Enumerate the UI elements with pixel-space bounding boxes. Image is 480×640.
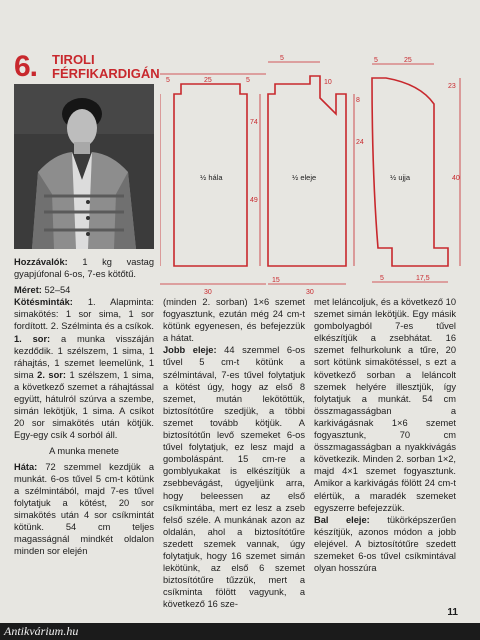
front-text: 44 szemmel 6-os tűvel 5 cm-t kötünk a szélmintával, 7-es tűvel folytatjuk a kötést úgy, hogy az első 8 szemet, mután lekötöttük, biztosítótűre szedjük, a többi szemet tovább kötjük. A biztosítótűn levő szemeket 6-os tűvel folytatjuk, ez lesz majd a gomboláspánt. 15 cm-re a gomblyukakat is elkészítjük a zsebbevágást, úgyeljünk arra, hogy beleessen az első csíkmintába, mert ez lesz a zseb felső széle. A munkának azon az oldalán, ahol a biztosítótűre szedett szemek vannak, úgy folytatjuk, hogy 16 szemet simán lekötünk, az első 6 szemet biztosítótűre tűzzük, mert a csíkminta fölött vagyunk, a következő 16 sze- xyxy=(163,345,305,610)
model-photo xyxy=(14,84,154,249)
stitch-label: Kötésminták: xyxy=(14,297,73,308)
back-paragraph xyxy=(14,461,154,558)
row1-text: a munka visszáján kezdődik. 1 szélszem, 1 sima, 1 ráhajtás, 1 szemet leemelünk, 1 sima xyxy=(14,333,155,380)
front-piece-outline xyxy=(268,76,346,266)
pattern-title xyxy=(52,53,160,81)
stitch-paragraph xyxy=(14,296,154,441)
watermark-bar xyxy=(0,623,480,640)
title-line-1: TIROLI xyxy=(52,52,95,67)
materials-label: Hozzávalók: xyxy=(14,257,68,267)
dim-5c: 5 xyxy=(280,55,284,62)
dim-10: 10 xyxy=(324,79,332,86)
dim-5e: 5 xyxy=(380,275,384,282)
text-column-1 xyxy=(14,256,154,557)
dim-49: 49 xyxy=(250,197,258,204)
watermark-text: Antikvárium.hu xyxy=(4,624,79,638)
front-paragraph xyxy=(163,344,305,610)
dim-5d: 5 xyxy=(374,57,378,64)
dim-23: 23 xyxy=(448,83,456,90)
section-heading: A munka menete xyxy=(49,446,119,457)
left-front-label: Bal eleje: xyxy=(314,514,370,525)
dim-5b: 5 xyxy=(246,77,250,84)
dim-5a: 5 xyxy=(166,77,170,84)
dim-25b: 25 xyxy=(404,57,412,64)
size-text: 52–54 xyxy=(41,285,71,296)
col3-paragraph-1: met leláncoljuk, és a következő 10 szemet simán lekötjük. Egy másik gombolyagból 7-es tűvel elkészítjük a zsebhátat. 16 szemet felhurkolunk a tűre, 20 sort kötünk simakötéssel, s ezt a következő sorban a leláncolt szemek helyére illesztjük, így folytatjuk a munkát. 54 cm összmagasságban a karkivágásnak 1×6 szemet fogyasztunk, 70 cm összmagasságban a nyakkivágás következik. Minden 2. sorban 1×2, majd 4×1 szemet fogyasztunk. Amikor a karkivágás fölött 24 cm-t elértük, a maradék szemeket egyszerre befejezzük. xyxy=(314,297,456,513)
dim-24: 24 xyxy=(356,139,364,146)
materials-text: 1 kg vastag gyapjúfonal 6-os, 7-es kötőtű. xyxy=(14,257,154,280)
sleeve-piece-outline xyxy=(372,78,448,266)
front-label: Jobb eleje: xyxy=(163,345,217,356)
row2-text: 1 szélszem, 1 sima, a következő szemet a ráhajtással együtt, hátulról szúrva a szembe, simán lekötjük, 1 sima. A csíkot 20 sor simakötés után kötjük. Egy-egy csík 4 sorból áll. xyxy=(14,369,154,441)
back-label: Háta: xyxy=(14,461,38,472)
dim-30a: 30 xyxy=(204,289,212,294)
title-line-2: FÉRFIKARDIGÁN xyxy=(52,66,160,81)
left-front-paragraph xyxy=(314,514,456,574)
dim-40: 40 xyxy=(452,175,460,182)
front-piece-label: ½ eleje xyxy=(292,173,317,182)
back-text: 72 szemmel kezdjük a munkát. 6-os tűvel 5 cm-t kötünk a szélmintából, majd 7-es tűvel folytatjuk a kötést, 20 sor simakötés után 4 sor csíkmintát kötünk. 54 cm teljes magasságnál mindkét oldalon minden sor elején xyxy=(14,461,154,557)
col2-paragraph-1: (minden 2. sorban) 1×6 szemet fogyasztunk, ezután még 24 cm-t kötünk egyenesen, és befejezzük a hátat. xyxy=(163,297,305,344)
materials-paragraph xyxy=(14,256,154,280)
dim-30b: 30 xyxy=(306,289,314,294)
size-label: Méret: xyxy=(14,285,42,296)
left-front-text: tükörképszerűen készítjük, azonos módon a jobb elejével. A biztosítótűre szedett szemeket 6-os tűvel csíkmintával olyan hosszúra xyxy=(314,514,456,574)
pattern-number: 6. xyxy=(14,50,38,83)
stitch-text-1: 1. Alapminta: simakötés: 1 sor sima, 1 sor fordított. 2. Szélminta és a csíkok. xyxy=(14,297,154,332)
sleeve-piece-label: ½ ujja xyxy=(390,173,411,182)
dim-25: 25 xyxy=(204,77,212,84)
size-paragraph xyxy=(14,284,154,296)
back-piece-label: ½ hála xyxy=(200,173,223,182)
dim-17-5: 17,5 xyxy=(416,275,430,282)
row1-label: 1. sor: xyxy=(14,333,51,344)
dim-15: 15 xyxy=(272,277,280,284)
text-column-2 xyxy=(163,296,305,610)
dim-8: 8 xyxy=(356,97,360,104)
text-column-3 xyxy=(314,296,456,574)
schematic-diagram xyxy=(160,54,470,294)
page-number: 11 xyxy=(447,607,458,618)
row2-label: 2. sor: xyxy=(37,369,66,380)
cardigan-model-image xyxy=(14,84,154,249)
dim-74: 74 xyxy=(250,119,258,126)
